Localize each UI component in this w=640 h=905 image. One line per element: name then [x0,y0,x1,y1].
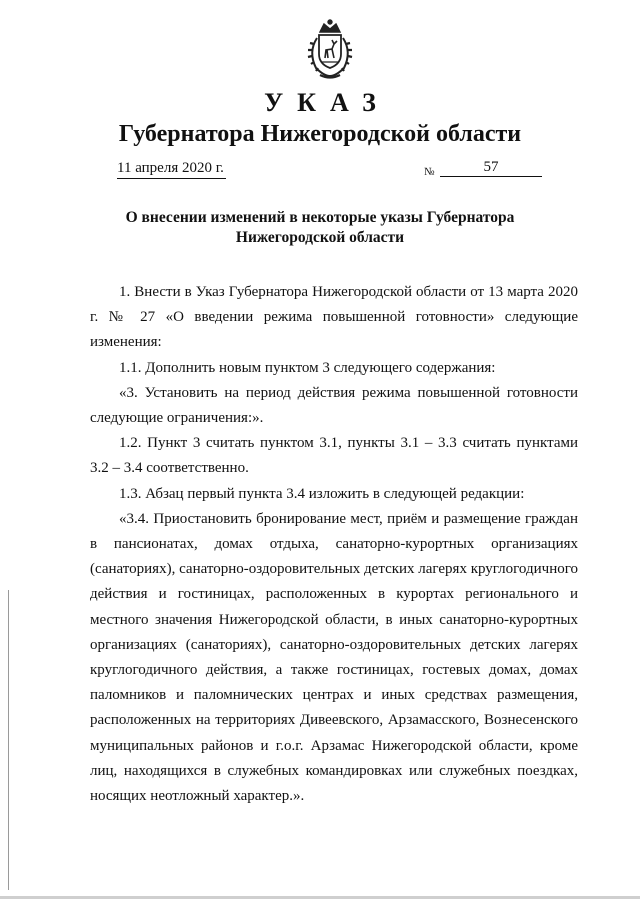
paragraph-item-1-2: 1.2. Пункт 3 считать пунктом 3.1, пункты 3.1 – 3.3 считать пунктами 3.2 – 3.4 соответственно. [90,435,578,477]
scan-edge-bottom [0,896,640,899]
document-number: 57 [483,159,499,175]
coat-of-arms-icon [298,18,362,82]
issuer-title: Губернатора Нижегородской области [118,121,522,147]
paragraph-quote-3-4: «3.4. Приостановить бронирование мест, приём и размещение граждан в пансионатах, домах отдыха, санаторно-курортных организациях (санаториях), санаторно-оздоровительных детских лагерях круглогодичного действия и гостиницах, расположенных в курортах регионального и местного значения Нижегородской области, в иных санаторно-курортных организациях (санаториях), санаторно-оздоровительных детских лагерях круглогодичного действия, а также гостиницах, гостевых домах, домах паломников и паломнических центрах и иных средствах размещения, расположенных на территориях Дивеевского, Арзамасского, Вознесенского муниципальных районов и г.о.г. Арзамас Нижегородской области, кроме лиц, находящихся в служебных командировках или служебных поездках, носящих неотложный характер.». [90,510,579,805]
document-date: 11 апреля 2020 г. [117,160,226,179]
document-heading: О внесении изменений в некоторые указы Губернатора Нижегородской области [125,209,515,246]
document-type: УКАЗ [264,88,390,117]
paragraph-item-1-1: 1.1. Дополнить новым пунктом 3 следующего содержания: [119,359,496,376]
document-body [90,280,578,809]
paragraph-item-1: 1. Внести в Указ Губернатора Нижегородской области от 13 марта 2020 г. № 27 «О введении режима повышенной готовности» следующие изменения: [90,284,578,351]
scan-edge-left [8,590,9,890]
paragraph-item-1-3: 1.3. Абзац первый пункта 3.4 изложить в следующей редакции: [119,485,525,502]
number-underline [440,176,542,177]
number-label: № [424,166,435,178]
paragraph-quote-3: «3. Установить на период действия режима повышенной готовности следующие ограничения:». [90,384,578,427]
